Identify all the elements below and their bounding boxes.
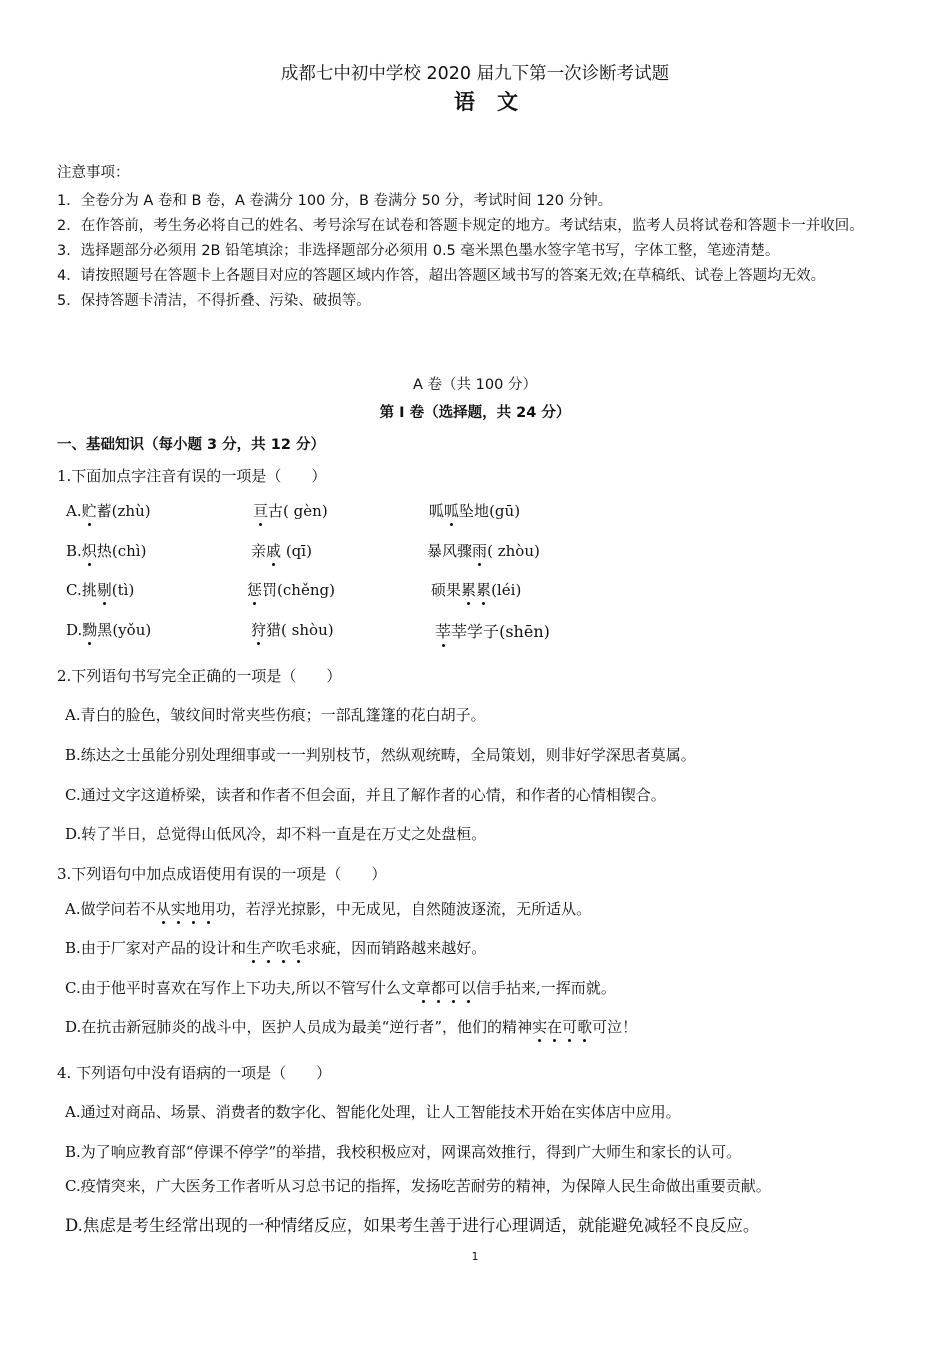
q4-option-a: A.通过对商品、场景、消费者的数字化、智能化处理，让人工智能技术开始在实体店中应用。 bbox=[65, 1103, 681, 1121]
emphasis-dot-char: 莘 bbox=[435, 619, 451, 642]
emphasis-dot-char: 产 bbox=[261, 939, 277, 957]
emphasis-dot-char: 都 bbox=[430, 979, 446, 997]
notes-section bbox=[57, 162, 897, 315]
q1-c-2: 惩罚(chěng) bbox=[247, 581, 335, 599]
emphasis-dot-char: 累 bbox=[476, 581, 492, 599]
emphasis-dot-char: 实 bbox=[532, 1018, 548, 1036]
q4-option-d: D.焦虑是考生经常出现的一种情绪反应，如果考生善于进行心理调适，就能避免减轻不良反应。 bbox=[65, 1216, 760, 1235]
emphasis-dot-char: 用 bbox=[200, 900, 216, 918]
q4-option-c: C.疫情突来，广大医务工作者听从习总书记的指挥，发扬吃苦耐劳的精神，为保障人民生命做出重要贡献。 bbox=[65, 1177, 771, 1195]
q4-stem: 4. 下列语句中没有语病的一项是（ ） bbox=[57, 1064, 332, 1082]
q1-a-2: 亘古( gèn) bbox=[253, 502, 328, 520]
q1-b-2: 亲戚 (qī) bbox=[251, 542, 312, 560]
note-item: 1．全卷分为 A 卷和 B 卷，A 卷满分 100 分，B 卷满分 50 分，考试时间 120 分钟。 bbox=[57, 193, 613, 209]
q1-d-1: D.黝黑(yǒu) bbox=[66, 621, 152, 639]
q3-option-b: B.由于厂家对产品的设计和生产吹毛求疵，因而销路越来越好。 bbox=[65, 939, 487, 957]
emphasis-dot-char: 惩 bbox=[247, 581, 263, 599]
q3-option-d: D.在抗击新冠肺炎的战斗中，医护人员成为最美“逆行者”，他们的精神实在可歌可泣！ bbox=[65, 1018, 638, 1036]
q1-c-1: C.挑剔(tì) bbox=[66, 581, 135, 599]
emphasis-dot-char: 累 bbox=[461, 581, 477, 599]
q2-option-d: D.转了半日，总觉得山低风冷，却不料一直是在万丈之处盘桓。 bbox=[65, 825, 487, 843]
q3-option-c: C.由于他平时喜欢在写作上下功夫,所以不管写什么文章都可以信手拈来,一挥而就。 bbox=[65, 979, 616, 997]
note-item: 5．保持答题卡清洁，不得折叠、污染、破损等。 bbox=[57, 293, 371, 309]
emphasis-dot-char: 剔 bbox=[96, 581, 112, 599]
section1-heading: 一、基础知识（每小题 3 分，共 12 分） bbox=[57, 437, 325, 453]
emphasis-dot-char: 歌 bbox=[577, 1018, 593, 1036]
q2-option-c: C.通过文字这道桥梁，读者和作者不但会面，并且了解作者的心情，和作者的心情相锲合。 bbox=[65, 786, 666, 804]
emphasis-dot-char: 呱 bbox=[444, 502, 460, 520]
emphasis-dot-char: 生 bbox=[245, 939, 261, 957]
emphasis-dot-char: 炽 bbox=[81, 542, 97, 560]
emphasis-dot-char: 吹 bbox=[276, 939, 292, 957]
q1-c-3: 硕果累累(léi) bbox=[431, 581, 522, 599]
emphasis-dot-char: 贮 bbox=[81, 502, 97, 520]
emphasis-dot-char: 狩 bbox=[251, 621, 267, 639]
note-item: 4．请按照题号在答题卡上各题目对应的答题区域内作答，超出答题区域书写的答案无效;在草稿纸、试卷上答题均无效。 bbox=[57, 268, 826, 284]
q1-d-3: 莘莘学子(shēn) bbox=[435, 619, 550, 642]
emphasis-dot-char: 亘 bbox=[253, 502, 269, 520]
emphasis-dot-char: 从 bbox=[155, 900, 171, 918]
q1-option-row-b bbox=[66, 540, 906, 566]
note-item: 3．选择题部分必须用 2B 铅笔填涂；非选择题部分必须用 0.5 毫米黑色墨水签字笔书写，字体工整，笔迹清楚。 bbox=[57, 243, 780, 259]
q3-stem: 3.下列语句中加点成语使用有误的一项是（ ） bbox=[57, 865, 387, 883]
q1-option-row-d bbox=[66, 619, 906, 645]
q2-option-b: B.练达之士虽能分别处理细事或一一判别枝节，然纵观统畴，全局策划，则非好学深思者莫属。 bbox=[65, 746, 696, 764]
emphasis-dot-char: 雨 bbox=[472, 542, 488, 560]
q1-stem: 1.下面加点字注音有误的一项是（ ） bbox=[57, 467, 327, 485]
q3-option-a: A.做学问若不从实地用功，若浮光掠影，中无成见，自然随波逐流，无所适从。 bbox=[65, 900, 592, 918]
q1-option-row-a bbox=[66, 500, 906, 526]
q4-option-b: B.为了响应教育部“停课不停学”的举措，我校积极应对，网课高效推行，得到广大师生和家长的认可。 bbox=[65, 1143, 742, 1161]
emphasis-dot-char: 地 bbox=[185, 900, 201, 918]
emphasis-dot-char: 在 bbox=[547, 1018, 563, 1036]
emphasis-dot-char: 可 bbox=[445, 979, 461, 997]
note-item: 2．在作答前，考生务必将自己的姓名、考号涂写在试卷和答题卡规定的地方。考试结束，监考人员将试卷和答题卡一并收回。 bbox=[57, 218, 864, 234]
emphasis-dot-char: 章 bbox=[415, 979, 431, 997]
q2-stem: 2.下列语句书写完全正确的一项是（ ） bbox=[57, 667, 342, 685]
q1-b-1: B.炽热(chì) bbox=[66, 542, 147, 560]
emphasis-dot-char: 戚 bbox=[266, 542, 282, 560]
emphasis-dot-char: 黝 bbox=[82, 621, 98, 639]
notes-heading: 注意事项： bbox=[57, 165, 130, 181]
q1-a-3: 呱呱坠地(gū) bbox=[429, 502, 521, 520]
q2-option-a: A.青白的脸色，皱纹间时常夹些伤痕；一部乱篷篷的花白胡子。 bbox=[65, 706, 486, 724]
emphasis-dot-char: 可 bbox=[562, 1018, 578, 1036]
q1-b-3: 暴风骤雨( zhòu) bbox=[427, 542, 540, 560]
exam-subject: 语文 bbox=[454, 90, 540, 114]
part1-heading: 第 I 卷（选择题，共 24 分） bbox=[379, 405, 571, 421]
page-number: 1 bbox=[471, 1250, 479, 1263]
emphasis-dot-char: 毛 bbox=[291, 939, 307, 957]
q1-a-1: A.贮蓄(zhù) bbox=[66, 502, 151, 520]
emphasis-dot-char: 以 bbox=[460, 979, 476, 997]
q1-option-row-c bbox=[66, 579, 906, 605]
emphasis-dot-char: 实 bbox=[170, 900, 186, 918]
paper-a-heading: A 卷（共 100 分） bbox=[413, 377, 537, 393]
exam-title: 成都七中初中学校 2020 届九下第一次诊断考试题 bbox=[280, 64, 670, 84]
q1-d-2: 狩猎( shòu) bbox=[251, 621, 334, 639]
